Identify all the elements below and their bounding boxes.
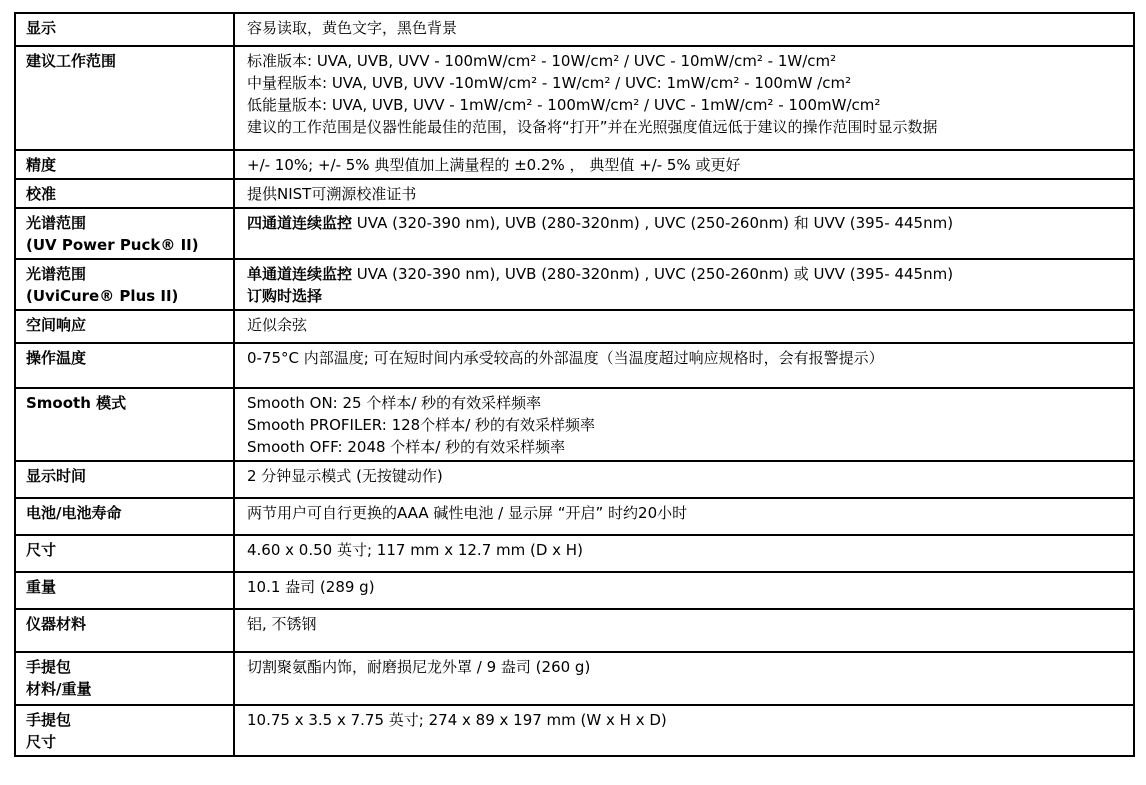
- row-label: 手提包 尺寸: [15, 705, 234, 756]
- row-label: 手提包 材料/重量: [15, 652, 234, 705]
- spec-table: [14, 12, 1135, 757]
- row-value: 0-75°C 内部温度; 可在短时间内承受较高的外部温度（当温度超过响应规格时，会有报警提示）: [234, 343, 1134, 388]
- table-row: [15, 310, 1134, 343]
- table-row: [15, 535, 1134, 572]
- table-row: [15, 46, 1134, 150]
- bold-prefix: 四通道连续监控: [247, 214, 353, 232]
- row-value: 2 分钟显示模式 (无按键动作): [234, 461, 1134, 498]
- row-value: 10.1 盎司 (289 g): [234, 572, 1134, 609]
- row-label: 光谱范围 (UV Power Puck® II): [15, 208, 234, 259]
- row-value: 提供NIST可溯源校准证书: [234, 179, 1134, 208]
- row-label: 精度: [15, 150, 234, 179]
- table-row: [15, 179, 1134, 208]
- row-label: 操作温度: [15, 343, 234, 388]
- row-value: 铝, 不锈钢: [234, 609, 1134, 652]
- row-label: Smooth 模式: [15, 388, 234, 461]
- row-label: 建议工作范围: [15, 46, 234, 150]
- row-value: 近似余弦: [234, 310, 1134, 343]
- row-value: 10.75 x 3.5 x 7.75 英寸; 274 x 89 x 197 mm (W x H x D): [234, 705, 1134, 756]
- row-label: 电池/电池寿命: [15, 498, 234, 535]
- table-row: [15, 208, 1134, 259]
- table-row: [15, 259, 1134, 310]
- table-row: [15, 498, 1134, 535]
- row-label: 空间响应: [15, 310, 234, 343]
- row-value: 单通道连续监控 UVA (320-390 nm), UVB (280-320nm) , UVC (250-260nm) 或 UVV (395- 445nm) 订购时选择: [234, 259, 1134, 310]
- table-row: [15, 461, 1134, 498]
- row-label: 校准: [15, 179, 234, 208]
- bold-note: 订购时选择: [247, 287, 323, 305]
- row-value: 4.60 x 0.50 英寸; 117 mm x 12.7 mm (D x H): [234, 535, 1134, 572]
- table-row: [15, 609, 1134, 652]
- row-label: 光谱范围 (UviCure® Plus II): [15, 259, 234, 310]
- table-row: [15, 572, 1134, 609]
- row-label: 仪器材料: [15, 609, 234, 652]
- row-value: 切割聚氨酯内饰，耐磨损尼龙外罩 / 9 盎司 (260 g): [234, 652, 1134, 705]
- row-label: 尺寸: [15, 535, 234, 572]
- table-row: [15, 13, 1134, 46]
- row-value: 容易读取，黄色文字，黑色背景: [234, 13, 1134, 46]
- row-value: Smooth ON: 25 个样本/ 秒的有效采样频率 Smooth PROFILER: 128个样本/ 秒的有效采样频率 Smooth OFF: 2048 个样本/ 秒的有效采样频率: [234, 388, 1134, 461]
- bold-prefix: 单通道连续监控: [247, 265, 353, 283]
- row-value: 标准版本: UVA, UVB, UVV - 100mW/cm² - 10W/cm² / UVC - 10mW/cm² - 1W/cm² 中量程版本: UVA, UVB, UVV -10mW/cm² - 1W/cm² / UVC: 1mW/cm² - 100mW /cm² 低能量版本: UVA, UVB, UVV - 1mW/cm² - 100mW/cm² / UVC - 1mW/cm² - 100mW/cm² 建议的工作范围是仪器性能最佳的范围，设备将“打开”并在光照强度值远低于建议的操作范围时显示数据: [234, 46, 1134, 150]
- row-value: +/- 10%; +/- 5% 典型值加上满量程的 ±0.2% ， 典型值 +/- 5% 或更好: [234, 150, 1134, 179]
- table-row: [15, 652, 1134, 705]
- row-value: 四通道连续监控 UVA (320-390 nm), UVB (280-320nm) , UVC (250-260nm) 和 UVV (395- 445nm): [234, 208, 1134, 259]
- table-row: [15, 705, 1134, 756]
- table-row: [15, 150, 1134, 179]
- row-label: 显示时间: [15, 461, 234, 498]
- table-row: [15, 343, 1134, 388]
- row-value: 两节用户可自行更换的AAA 碱性电池 / 显示屏 “开启” 时约20小时: [234, 498, 1134, 535]
- row-label: 重量: [15, 572, 234, 609]
- row-label: 显示: [15, 13, 234, 46]
- table-row: [15, 388, 1134, 461]
